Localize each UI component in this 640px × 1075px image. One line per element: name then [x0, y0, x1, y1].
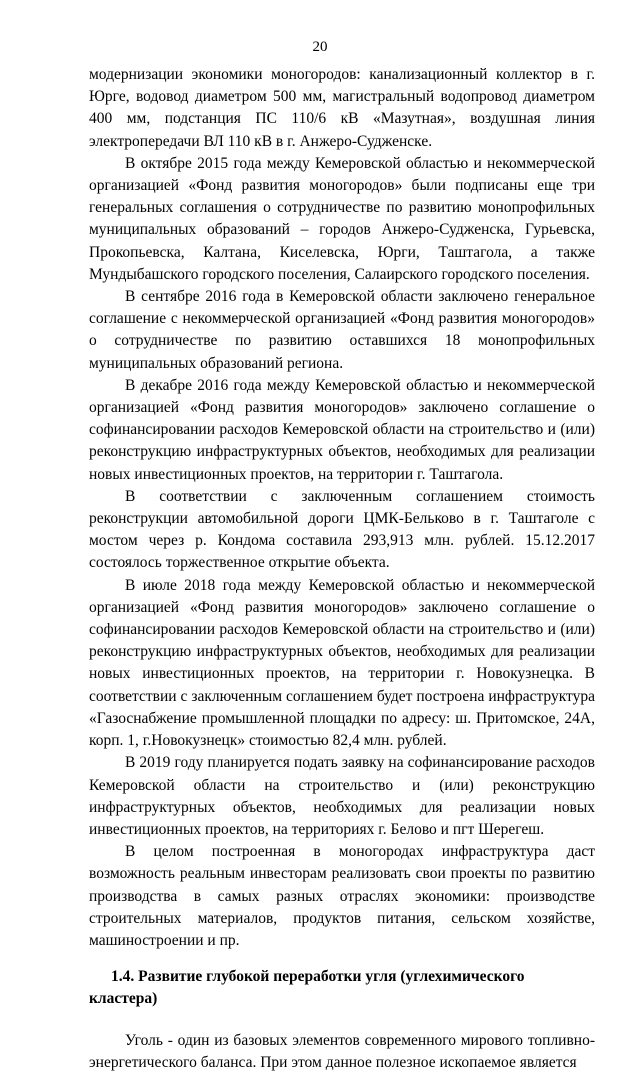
section-heading: 1.4. Развитие глубокой переработки угля (углехимического кластера): [89, 968, 525, 1008]
paragraph-1: модернизации экономики моногородов: канализационный коллектор в г. Юрге, водовод диаметром 500 мм, магистральный водопровод диаметром 400 мм, подстанция ПС 110/6 кВ «Мазутная», воздушная линия электропередачи ВЛ 110 кВ в г. Анжеро-Судженске.: [89, 66, 595, 150]
paragraph-3: В сентябре 2016 года в Кемеровской области заключено генеральное соглашение с некоммерческой организацией «Фонд развития моногородов» о сотрудничестве по развитию оставшихся 18 монопрофильных муниципальных образований региона.: [89, 288, 595, 372]
paragraph-7: В 2019 году планируется подать заявку на софинансирование расходов Кемеровской области на строительство и (или) реконструкцию инфраструктурных объектов, необходимых для реализации новых инвестиционных проектов, на территориях г. Белово и пгт Шерегеш.: [89, 754, 595, 838]
section-paragraph: Уголь - один из базовых элементов современного мирового топливно-энергетического баланса. При этом данное полезное ископаемое является: [89, 1032, 595, 1072]
paragraph-2: В октябре 2015 года между Кемеровской областью и некоммерческой организацией «Фонд развития моногородов» были подписаны еще три генеральных соглашения о сотрудничестве по развитию монопрофильных муниципальных образований – городов Анжеро-Судженска, Гурьевска, Прокопьевска, Калтана, Киселевска, Юрги, Таштагола, а также Мундыбашского городского поселения, Салаирского городского поселения.: [89, 154, 595, 283]
page-body: [89, 64, 595, 1075]
paragraph-8: В целом построенная в моногородах инфраструктура даст возможность реальным инвесторам реализовать свои проекты по развитию производства в самых разных отраслях экономики: производстве строительных материалов, продуктов питания, сельском хозяйстве, машиностроении и пр.: [89, 843, 595, 949]
page-number: 20: [312, 39, 328, 55]
paragraph-6: В июле 2018 года между Кемеровской областью и некоммерческой организацией «Фонд развития моногородов» заключено соглашение о софинансировании расходов Кемеровской области на строительство и (или) реконструкцию инфраструктурных объектов, необходимых для реализации новых инвестиционных проектов, на территории г. Новокузнецка. В соответствии с заключенным соглашением будет построена инфраструктура «Газоснабжение промышленной площадки по адресу: ш. Притомское, 24А, корп. 1, г.Новокузнецк» стоимостью 82,4 млн. рублей.: [89, 576, 595, 750]
paragraph-5: В соответствии с заключенным соглашением стоимость реконструкции автомобильной дороги ЦМК-Бельково в г. Таштаголе с мостом через р. Кондома составила 293,913 млн. рублей. 15.12.2017 состоялось торжественное открытие объекта.: [89, 487, 595, 572]
paragraph-4: В декабре 2016 года между Кемеровской областью и некоммерческой организацией «Фонд развития моногородов» заключено соглашение о софинансировании расходов Кемеровской области на строительство и (или) реконструкцию инфраструктурных объектов, необходимых для реализации новых инвестиционных проектов, на территории г. Таштагола.: [89, 376, 595, 483]
